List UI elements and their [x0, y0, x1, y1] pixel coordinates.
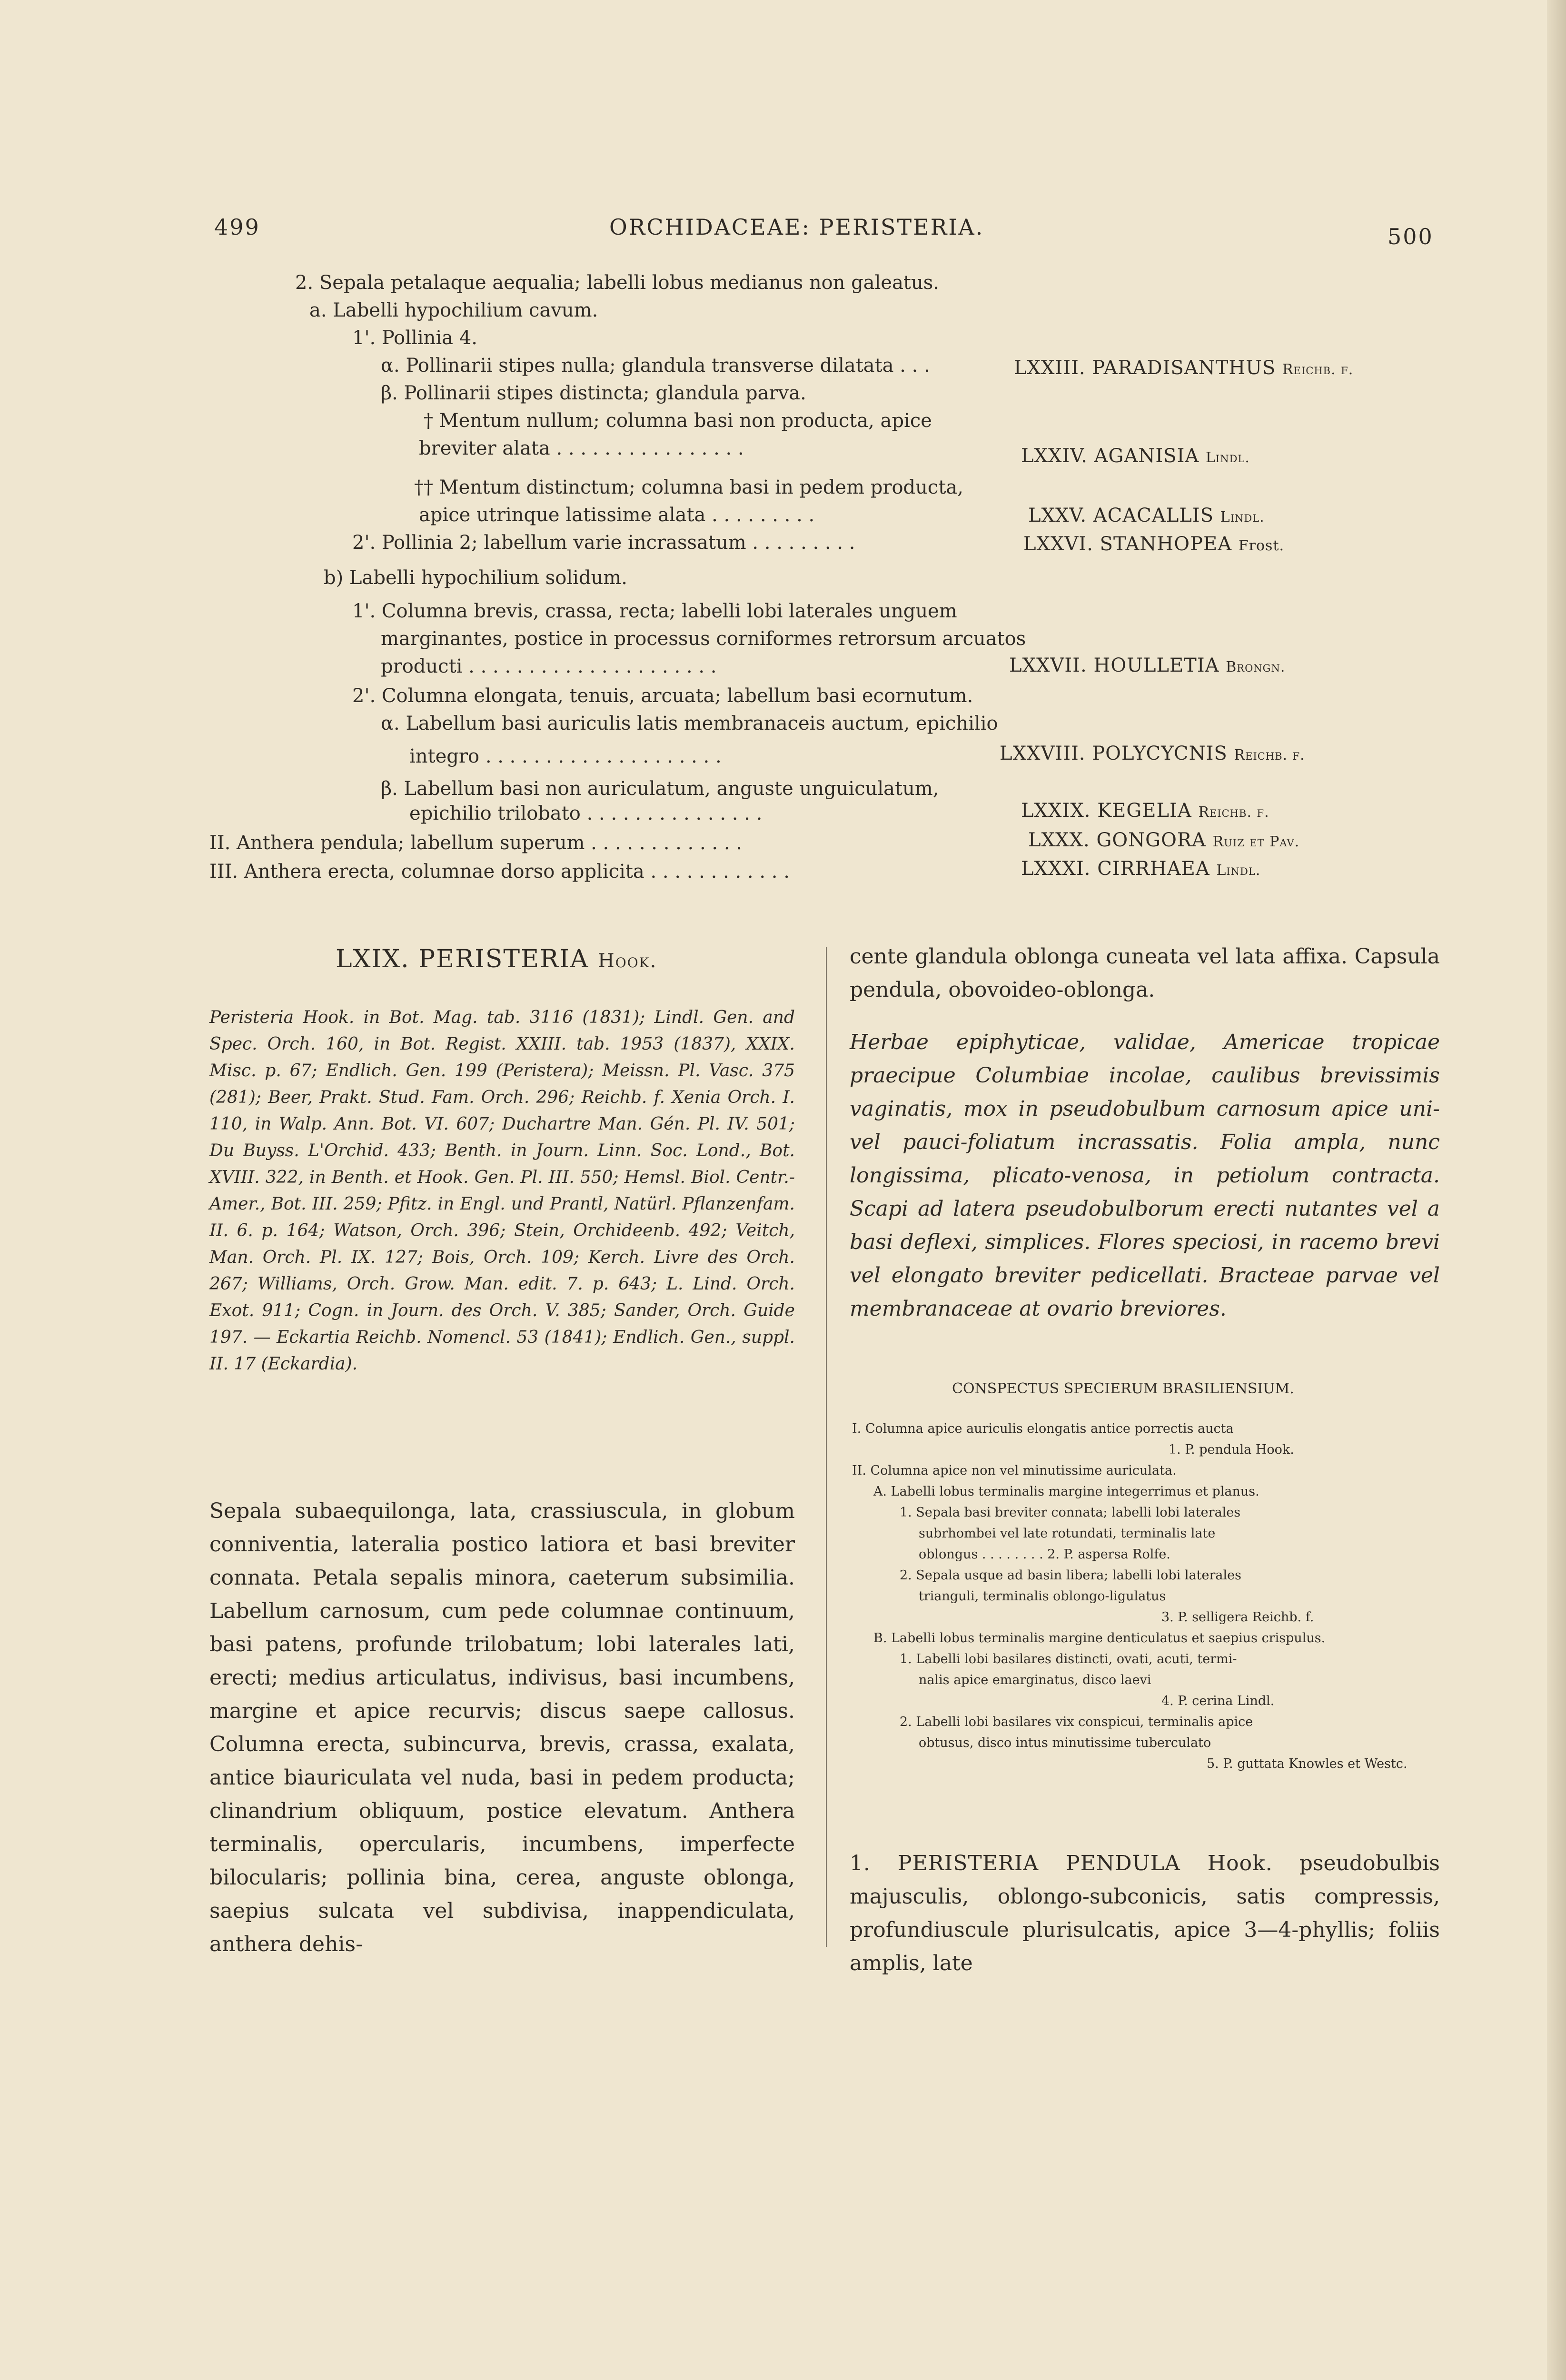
- key-line: 2'. Columna elongata, tenuis, arcuata; labellum basi ecornutum.: [352, 685, 973, 707]
- key-line: β. Labellum basi non auriculatum, anguste unguiculatum,: [381, 778, 939, 800]
- key-line: 2. Sepala petalaque aequalia; labelli lobus medianus non galeatus.: [295, 272, 939, 294]
- genus-entry: LXXXI. CIRRHAEA Lindl.: [1021, 858, 1261, 880]
- genus-description-continued: cente glandula oblonga cuneata vel lata affixa. Capsula pendula, obovoideo-oblonga.: [850, 944, 1440, 1002]
- conspectus-line: 1. P. pendula Hook.: [1169, 1442, 1294, 1457]
- conspectus-line: 1. Sepala basi breviter connata; labelli lobi laterales: [900, 1505, 1241, 1520]
- genus-entry: LXXVI. STANHOPEA Frost.: [1023, 533, 1285, 555]
- genus-heading: LXIX. PERISTERIA Hook.: [336, 945, 657, 973]
- genus-entry: LXXVIII. POLYCYCNIS Reichb. f.: [1000, 743, 1305, 764]
- genus-entry: LXXV. ACACALLIS Lindl.: [1028, 505, 1265, 526]
- species-description: [850, 1847, 1440, 1980]
- genus-entry: LXXIV. AGANISIA Lindl.: [1021, 445, 1250, 467]
- genus-description: Sepala subaequilonga, lata, crassiuscula, in globum conniventia, lateralia postico latiora et basi breviter connata. Petala sepalis minora, caeterum subsimilia. Labellum carnosum, cum pede columnae continuum, basi patens, profunde trilobatum; lobi laterales lati, erecti; medius articulatus, indivisus, basi incumbens, margine et apice recurvis; discus saepe callosus. Columna erecta, subincurva, brevis, crassa, exalata, antice biauriculata vel nuda, basi in pedem producta; clinandrium obliquum, postice elevatum. Anthera terminalis, opercularis, incumbens, imperfecte bilocularis; pollinia bina, cerea, anguste oblonga, saepius sulcata vel subdivisa, inappendiculata, anthera dehis-: [209, 1499, 795, 1956]
- conspectus-line: II. Columna apice non vel minutissime auriculata.: [852, 1463, 1177, 1478]
- conspectus-line: I. Columna apice auriculis elongatis antice porrectis aucta: [852, 1421, 1234, 1436]
- conspectus-title: CONSPECTUS SPECIERUM BRASILIENSIUM.: [952, 1380, 1294, 1397]
- key-line: epichilio trilobato . . . . . . . . . . . . . . .: [409, 803, 763, 824]
- running-title: ORCHIDACEAE: PERISTERIA.: [609, 214, 984, 240]
- conspectus-line: 1. Labelli lobi basilares distincti, ovati, acuti, termi-: [900, 1652, 1237, 1666]
- genus-references: Peristeria Hook. in Bot. Mag. tab. 3116 (1831); Lindl. Gen. and Spec. Orch. 160, in Bot. Regist. XXIII. tab. 1953 (1837), XXIX. Misc. p. 67; Endlich. Gen. 199 (Peristera); Meissn. Pl. Vasc. 375 (281); Beer, Prakt. Stud. Fam. Orch. 296; Reichb. f. Xenia Orch. I. 110, in Walp. Ann. Bot. VI. 607; Duchartre Man. Gén. Pl. IV. 501; Du Buyss. L'Orchid. 433; Benth. in Journ. Linn. Soc. Lond., Bot. XVIII. 322, in Benth. et Hook. Gen. Pl. III. 550; Hemsl. Biol. Centr.-Amer., Bot. III. 259; Pfitz. in Engl. und Prantl, Natürl. Pflanzenfam. II. 6. p. 164; Watson, Orch. 396; Stein, Orchideenb. 492; Veitch, Man. Orch. Pl. IX. 127; Bois, Orch. 109; Kerch. Livre des Orch. 267; Williams, Orch. Grow. Man. edit. 7. p. 643; L. Lind. Orch. Exot. 911; Cogn. in Journ. des Orch. V. 385; Sander, Orch. Guide 197. — Eckartia Reichb. Nomencl. 53 (1841); Endlich. Gen., suppl. II. 17 (Eckardia).: [209, 1008, 795, 1374]
- key-line: 1'. Pollinia 4.: [352, 327, 477, 349]
- key-line: apice utrinque latissime alata . . . . . . . . .: [419, 504, 815, 526]
- key-line: marginantes, postice in processus corniformes retrorsum arcuatos: [381, 628, 1026, 650]
- key-line: III. Anthera erecta, columnae dorso applicita . . . . . . . . . . . .: [209, 861, 790, 883]
- key-line: breviter alata . . . . . . . . . . . . . . . .: [419, 437, 744, 459]
- key-line: α. Labellum basi auriculis latis membranaceis auctum, epichilio: [381, 713, 998, 734]
- genus-entry: LXXIX. KEGELIA Reichb. f.: [1021, 800, 1269, 822]
- conspectus-line: 4. P. cerina Lindl.: [1161, 1694, 1275, 1708]
- key-line: a. Labelli hypochilium cavum.: [309, 299, 598, 321]
- conspectus-line: 5. P. guttata Knowles et Westc.: [1207, 1756, 1407, 1771]
- conspectus-line: 2. Labelli lobi basilares vix conspicui, terminalis apice: [900, 1715, 1253, 1729]
- key-line: integro . . . . . . . . . . . . . . . . . . . .: [409, 745, 722, 767]
- species-text: pseudobulbis majusculis, oblongo-subconicis, satis compressis, profundiuscule plurisulcatis, apice 3—4-phyllis; foliis amplis, late: [850, 1851, 1440, 1975]
- key-line: †† Mentum distinctum; columna basi in pedem producta,: [414, 476, 963, 498]
- key-line: 1'. Columna brevis, crassa, recta; labelli lobi laterales unguem: [352, 600, 957, 622]
- key-line: α. Pollinarii stipes nulla; glandula transverse dilatata . . .: [381, 355, 930, 377]
- conspectus-line: B. Labelli lobus terminalis margine denticulatus et saepius crispulus.: [873, 1631, 1326, 1646]
- conspectus-line: A. Labelli lobus terminalis margine integerrimus et planus.: [873, 1484, 1259, 1499]
- page-number-right: 500: [1388, 224, 1434, 249]
- key-line: b) Labelli hypochilium solidum.: [324, 567, 627, 589]
- key-line: producti . . . . . . . . . . . . . . . . . . . . .: [381, 655, 717, 677]
- book-spine-shadow: [1547, 0, 1566, 2380]
- key-line: † Mentum nullum; columna basi non producta, apice: [424, 410, 932, 432]
- genus-entry: LXXVII. HOULLETIA Brongn.: [1009, 654, 1286, 676]
- conspectus-line: oblongus . . . . . . . . 2. P. aspersa Rolfe.: [919, 1547, 1170, 1562]
- column-divider: [826, 947, 827, 1947]
- key-line: II. Anthera pendula; labellum superum . . . . . . . . . . . . .: [209, 832, 742, 854]
- species-heading: 1. PERISTERIA PENDULA Hook.: [850, 1851, 1273, 1875]
- conspectus-line: subrhombei vel late rotundati, terminalis late: [919, 1526, 1216, 1541]
- genus-entry: LXXIII. PARADISANTHUS Reichb. f.: [1014, 357, 1354, 379]
- habit-description: Herbae epiphyticae, validae, Americae tropicae praecipue Columbiae incolae, caulibus brevissimis vaginatis, mox in pseudobulbum carnosum apice uni- vel pauci-foliatum incrassatis. Folia ampla, nunc longissima, plicato-venosa, in petiolum contracta. Scapi ad latera pseudobulborum erecti nutantes vel a basi deflexi, simplices. Flores speciosi, in racemo brevi vel elongato breviter pedicellati. Bracteae parvae vel membranaceae at ovario breviores.: [850, 1030, 1440, 1321]
- key-line: 2'. Pollinia 2; labellum varie incrassatum . . . . . . . . .: [352, 532, 855, 554]
- key-line: β. Pollinarii stipes distincta; glandula parva.: [381, 382, 806, 404]
- page-number-left: 499: [214, 214, 260, 240]
- conspectus-line: nalis apice emarginatus, disco laevi: [919, 1673, 1151, 1687]
- conspectus-line: 2. Sepala usque ad basin libera; labelli lobi laterales: [900, 1568, 1241, 1583]
- conspectus-line: trianguli, terminalis oblongo-ligulatus: [919, 1589, 1166, 1604]
- conspectus-line: obtusus, disco intus minutissime tuberculato: [919, 1735, 1211, 1750]
- conspectus-line: 3. P. selligera Reichb. f.: [1161, 1610, 1314, 1625]
- genus-entry: LXXX. GONGORA Ruiz et Pav.: [1028, 829, 1300, 851]
